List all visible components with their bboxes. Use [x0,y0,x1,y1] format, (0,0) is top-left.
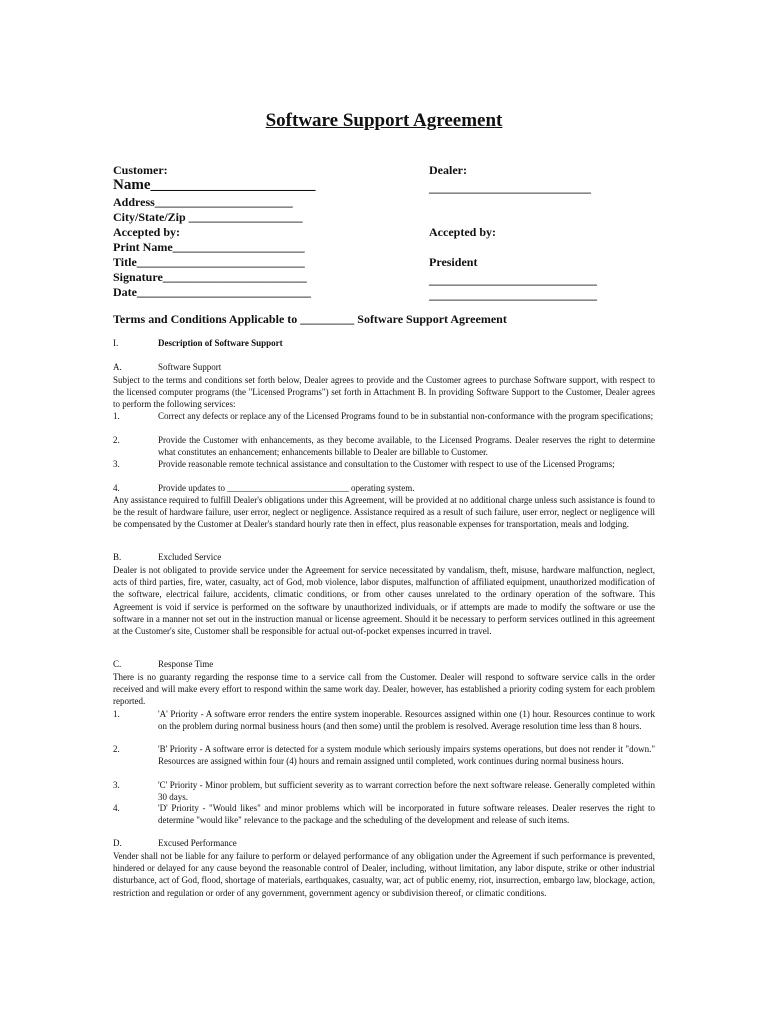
list-item-number: 1. [113,709,120,719]
dealer-line: ___________________________ [429,181,591,195]
section-title: Response Time [158,659,214,669]
section-number: A. [113,362,122,372]
section-i-heading [113,338,283,348]
list-item-text: 'B' Priority - A software error is detected for a system module which seriously impairs systems operations, but does not render it "down." Resources are assigned within four (4) hours and remain assigned until completed, work continues during normal business hours. [158,744,655,767]
list-item-text: Provide reasonable remote technical assistance and consultation to the Customer with respect to use of the Licensed Programs; [158,459,615,469]
section-title: Excluded Service [158,552,222,562]
list-item-text: Provide updates to ___________________________ operating system. [158,483,415,493]
customer-accepted-label: Accepted by: [113,225,180,239]
list-item [113,802,655,826]
list-item-number: 3. [113,459,120,469]
dealer-president-label: President [429,255,478,269]
section-number: D. [113,838,122,848]
list-item-text: 'D' Priority - "Would likes" and minor problems which will be incorporated in future software releases. Dealer reserves the right to determine "would like" relevance to the package and the scheduling of the development and release of such items. [158,803,655,826]
list-item-number: 4. [113,483,120,493]
section-c-heading [113,659,214,669]
terms-heading: Terms and Conditions Applicable to _________ Software Support Agreement [113,312,507,326]
list-item [113,482,655,494]
dealer-accepted-label: Accepted by: [429,225,496,239]
list-item [113,458,655,470]
page-title: Software Support Agreement [265,110,503,131]
list-item-number: 2. [113,435,120,445]
section-number: B. [113,552,122,562]
list-item [113,743,655,767]
customer-date-field: Date_____________________________ [113,285,311,299]
section-a-heading [113,362,222,372]
list-item-number: 3. [113,780,120,790]
dealer-label: Dealer: [429,163,467,177]
section-number: C. [113,659,122,669]
section-d-heading [113,838,237,848]
dealer-signature-line: ____________________________ [429,273,597,287]
section-d-text: Vender shall not be liable for any failure to perform or delayed performance of any obligation under the Agreement if such performance is prevented, hindered or delayed for any cause beyond the reasonable control of Dealer, including, without limitation, any labor dispute, strike or other industrial disturbance, act of God, flood, shortage of materials, earthquakes, casualty, war, act of public enemy, riot, insurrection, embargo law, blockage, action, restriction and regulation or order of any government, government agency or subdivision thereof, or climatic conditions. [113,851,655,898]
list-item [113,434,655,458]
section-b-text: Dealer is not obligated to provide service under the Agreement for service necessitated by vandalism, theft, misuse, hardware malfunction, neglect, acts of third parties, fire, water, casualty, act of God, mob violence, labor disputes, malfunction of affiliated equipment, unauthorized modification of the software, electrical failure, accidents, climatic conditions, or from other causes unrelated to the ordinary operation of the software. This Agreement is void if service is performed on the software by unauthorized individuals, or if attempts are made to modify the software or use the software in a manner not set out in the instruction manual or license agreement. Should it be necessary to perform services outlined in this agreement at the Customer's site, Customer shall be responsible for actual out-of-pocket expenses incurred in travel. [113,565,655,637]
customer-title-field: Title____________________________ [113,255,305,269]
section-c-intro: There is no guaranty regarding the response time to a service call from the Customer. Dealer will respond to software service calls in the order received and will make every effort to respond within the same work day. Dealer, however, has established a priority coding system for each problem reported. [113,672,655,707]
customer-name-field: Name______________________ [113,177,316,193]
list-item [113,410,655,422]
list-item-text: 'C' Priority - Minor problem, but sufficient severity as to warrant correction before the next software release. Generally completed within 30 days. [158,780,655,803]
list-item-text: Provide the Customer with enhancements, as they become available, to the Licensed Programs. Dealer reserves the right to determine what constitutes an enhancement; enhancements billable to Dealer are billable to Customer. [158,435,655,458]
section-b-heading [113,552,222,562]
list-item-text: Correct any defects or replace any of the Licensed Programs found to be in substantial non-conformance with the program specifications; [158,411,654,421]
customer-print-name-field: Print Name______________________ [113,240,305,254]
list-item-number: 2. [113,744,120,754]
section-a-intro: Subject to the terms and conditions set forth below, Dealer agrees to provide and the Customer agrees to purchase Software support, with respect to the licensed computer programs (the "Licensed Programs") set forth in Attachment B. In providing Software Support to the Customer, Dealer agrees to perform the following services: [113,375,655,410]
customer-address-field: Address_______________________ [113,195,293,209]
customer-signature-field: Signature________________________ [113,270,307,284]
section-title: Software Support [158,362,222,372]
list-item-number: 1. [113,411,120,421]
list-item [113,708,655,732]
dealer-date-line: ____________________________ [429,288,597,302]
list-item-number: 4. [113,803,120,813]
customer-city-field: City/State/Zip ___________________ [113,210,303,224]
list-item [113,779,655,803]
section-a-closing: Any assistance required to fulfill Dealer's obligations under this Agreement, will be provided at no additional charge unless such assistance is found to be the result of hardware failure, user error, neglect or negligence. Assistance required as a result of such failure, user error, neglect or negligence will be compensated by the Customer at Dealer's standard hourly rate then in effect, plus reasonable expenses for transportation, meals and lodging. [113,495,655,530]
section-title: Excused Performance [158,838,237,848]
section-title: Description of Software Support [158,338,283,348]
list-item-text: 'A' Priority - A software error renders the entire system inoperable. Resources assigned within one (1) hour. Resources continue to work on the problem during normal business hours (and then some) until the problem is resolved. Average resolution time less than 8 hours. [158,709,655,732]
customer-label: Customer: [113,163,168,177]
section-number: I. [113,338,119,348]
